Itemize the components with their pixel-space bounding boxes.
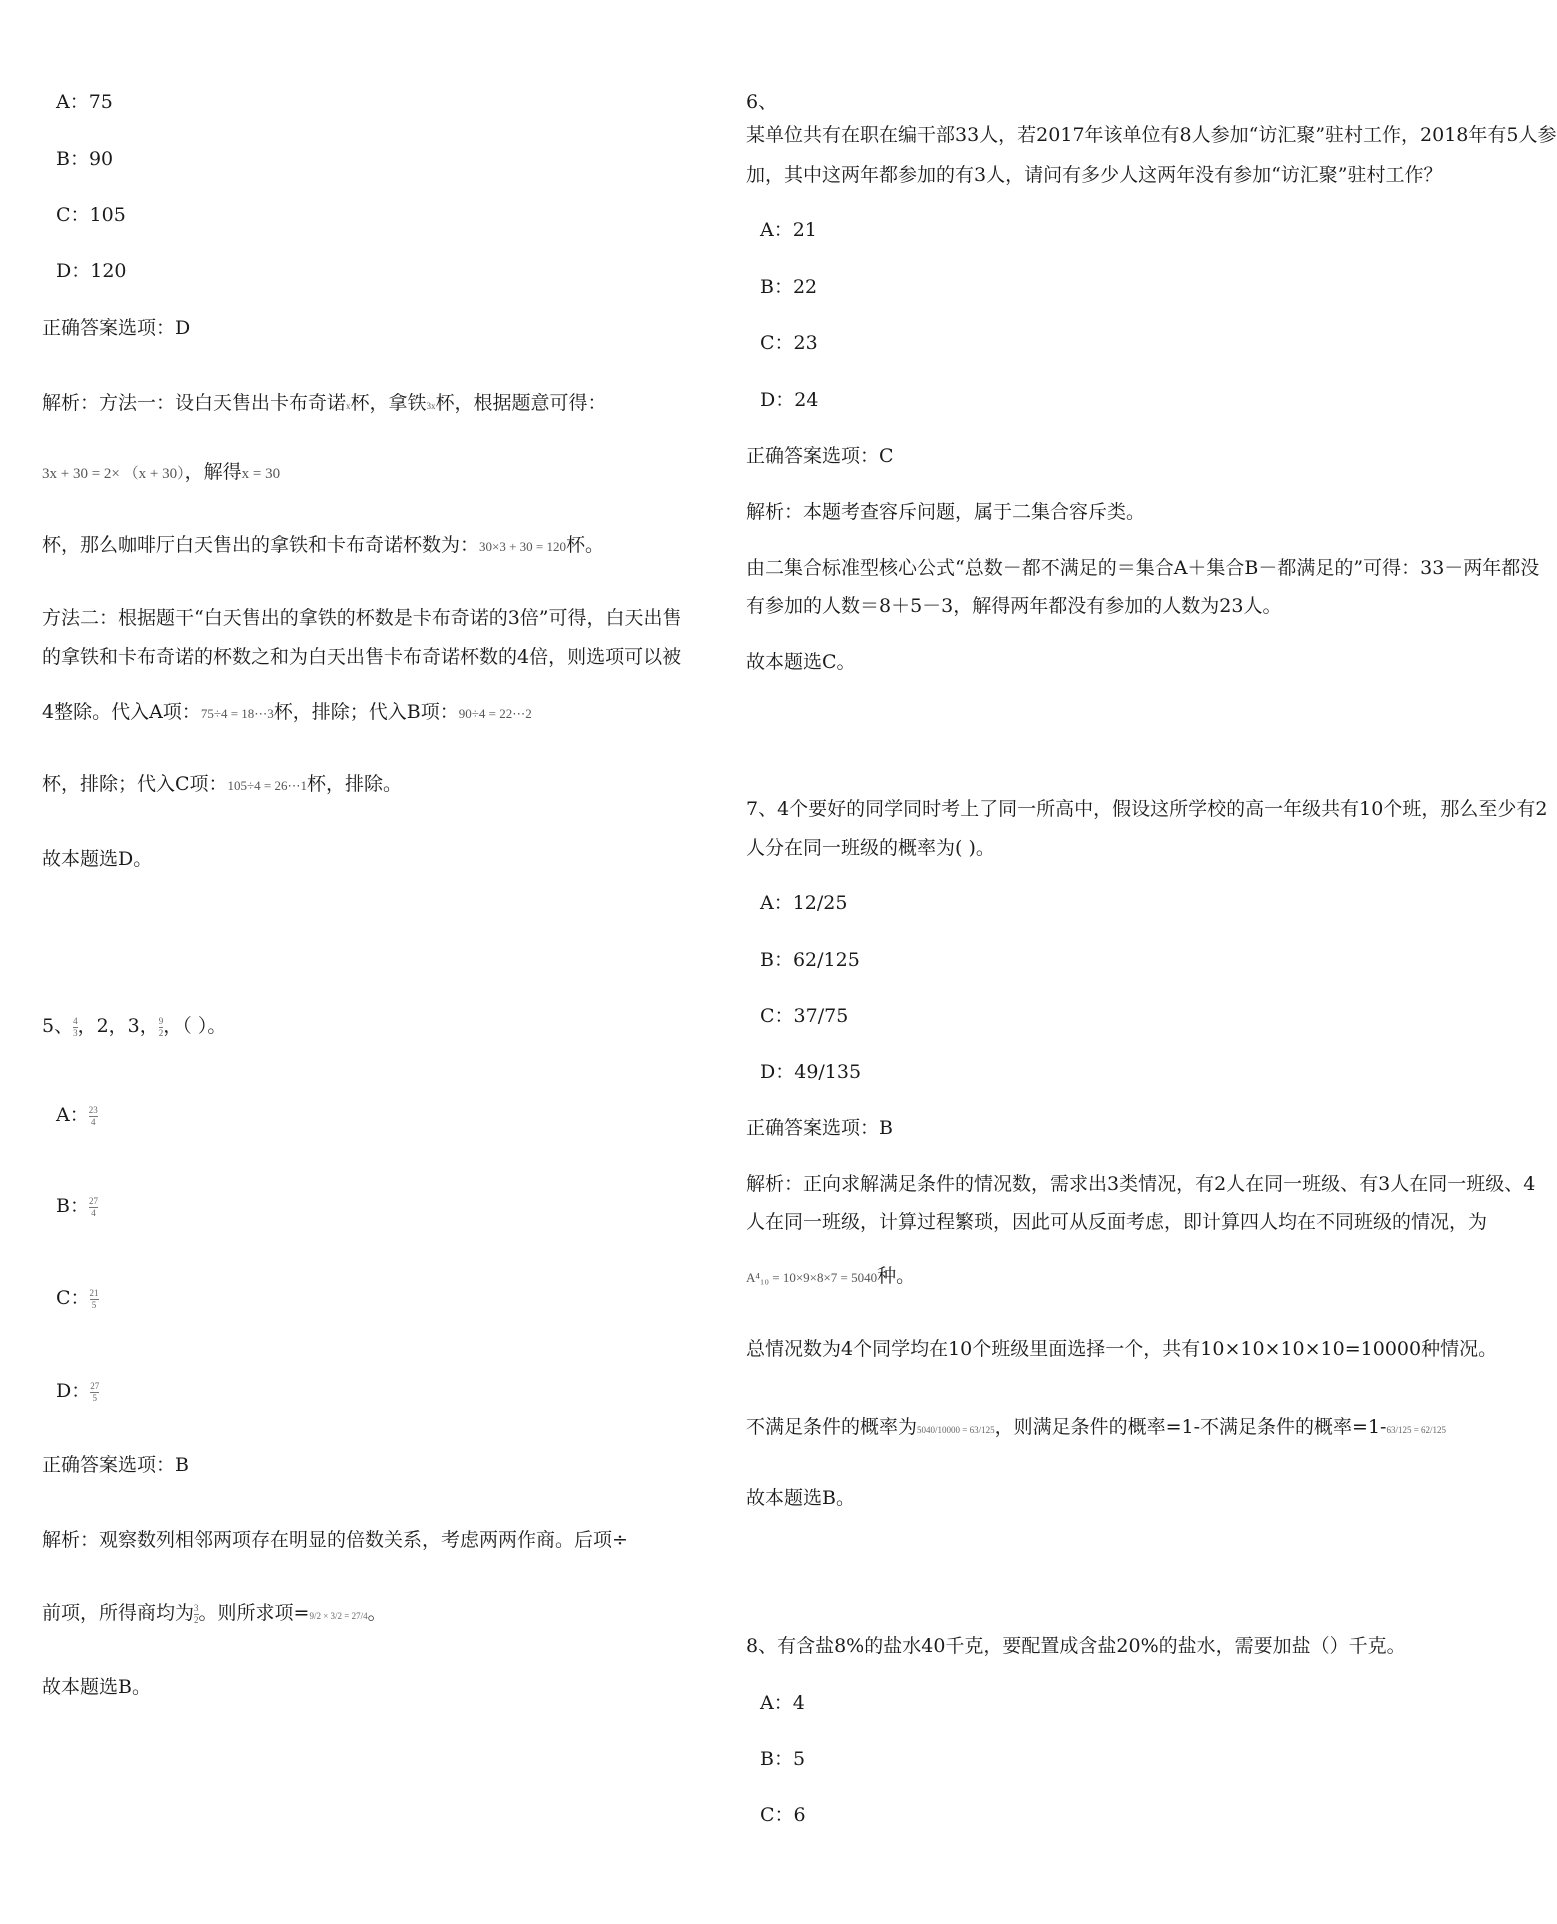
q4-analysis-text: 杯，拿铁 <box>350 392 427 414</box>
math-fraction: $\frac{4}{3}$ <box>73 1015 78 1038</box>
q7-answer: 正确答案选项：B <box>746 1117 893 1139</box>
q7-option-b: B：62/125 <box>760 949 860 971</box>
q8-option-a: A：4 <box>760 1692 805 1714</box>
q4-analysis-line2 <box>42 460 280 486</box>
math-var: x <box>346 401 351 411</box>
q4-analysis-text: 杯，根据题意可得： <box>435 392 607 414</box>
math-equation: A⁴₁₀ = 10×9×8×7 = 5040 <box>746 1270 878 1285</box>
q4-method2-line1: 方法二：根据题干“白天售出的拿铁的杯数是卡布奇诺的3倍”可得，白天出售 <box>42 607 682 629</box>
q5-option-c: C： $\frac{21}{5}$ <box>56 1287 99 1310</box>
q4-option-a: A：75 <box>56 91 113 113</box>
math-equation: 90÷4 = 22⋯2 <box>458 706 532 721</box>
q7-analysis-line4: 总情况数为4个同学均在10个班级里面选择一个，共有10×10×10×10=10000种情况。 <box>746 1338 1498 1360</box>
q7-analysis-line1: 解析：正向求解满足条件的情况数，需求出3类情况，有2人在同一班级、有3人在同一班级、4 <box>746 1173 1536 1195</box>
math-equation: 5040/10000 = 63/125 <box>917 1425 995 1435</box>
q7-analysis-text: 不满足条件的概率为 <box>746 1416 918 1438</box>
math-fraction: $\frac{27}{5}$ <box>90 1380 100 1403</box>
q8-option-c: C：6 <box>760 1804 806 1826</box>
math-fraction: $\frac{27}{4}$ <box>88 1195 98 1218</box>
q7-analysis-text: ，则满足条件的概率=1-不满足条件的概率=1- <box>994 1416 1387 1438</box>
q4-option-b: B：90 <box>56 148 114 170</box>
q7-analysis-text: 种。 <box>877 1265 916 1287</box>
q6-number: 6、 <box>746 91 778 113</box>
q8-stem: 8、有含盐8%的盐水40千克，要配置成含盐20%的盐水，需要加盐（）千克。 <box>746 1635 1406 1657</box>
q5-analysis-text: 前项，所得商均为 <box>42 1602 195 1624</box>
math-fraction: $\frac{21}{5}$ <box>89 1287 99 1310</box>
q6-option-d: D：24 <box>760 389 819 411</box>
q4-method2-line3 <box>42 700 532 726</box>
q5-conclusion: 故本题选B。 <box>42 1676 151 1698</box>
q6-analysis-line3: 有参加的人数＝8＋5－3，解得两年都没有参加的人数为23人。 <box>746 595 1282 617</box>
q4-analysis-line3 <box>42 533 604 559</box>
math-equation: 3x + 30 = 2× （x + 30） <box>42 466 185 482</box>
q4-conclusion: 故本题选D。 <box>42 848 153 870</box>
q4-analysis-text: 解析：方法一：设白天售出卡布奇诺 <box>42 392 347 414</box>
q5-analysis-line2 <box>42 1598 387 1631</box>
math-equation: 105÷4 = 26⋯1 <box>227 778 308 793</box>
q5-number: 5、 <box>42 1015 74 1037</box>
math-equation: 63/125 = 62/125 <box>1386 1425 1447 1435</box>
q7-option-d: D：49/135 <box>760 1061 862 1083</box>
q4-analysis-text: 4整除。代入A项： <box>42 701 201 723</box>
q6-stem-line2: 加，其中这两年都参加的有3人，请问有多少人这两年没有参加“访汇聚”驻村工作？ <box>746 164 1443 186</box>
q5-stem-text: ，2，3， <box>77 1015 159 1037</box>
q7-stem-line1: 7、4个要好的同学同时考上了同一所高中，假设这所学校的高一年级共有10个班，那么至少有2 <box>746 798 1548 820</box>
q5-analysis-line1: 解析：观察数列相邻两项存在明显的倍数关系，考虑两两作商。后项÷ <box>42 1529 628 1551</box>
q4-analysis-line1 <box>42 391 607 418</box>
math-fraction: $\frac{23}{4}$ <box>88 1104 98 1127</box>
q6-option-c: C：23 <box>760 332 818 354</box>
math-fraction: $\frac{9}{2}$ <box>158 1015 164 1038</box>
q7-analysis-line5 <box>746 1412 1446 1445</box>
q5-option-b: B： $\frac{27}{4}$ <box>56 1195 98 1218</box>
q4-analysis-text: ，解得 <box>184 461 242 483</box>
q8-option-b: B：5 <box>760 1748 806 1770</box>
q5-analysis-text: 。则所求项= <box>198 1602 310 1624</box>
math-fraction: $\frac{3}{2}$ <box>194 1602 199 1625</box>
q4-option-d: D：120 <box>56 260 127 282</box>
q6-answer: 正确答案选项：C <box>746 445 894 467</box>
q4-analysis-text: 杯，排除；代入C项： <box>42 773 228 795</box>
q5-option-a: A： $\frac{23}{4}$ <box>56 1104 98 1127</box>
math-equation: 75÷4 = 18⋯3 <box>200 706 274 721</box>
q4-analysis-text: 杯，那么咖啡厅白天售出的拿铁和卡布奇诺杯数为： <box>42 534 480 556</box>
q5-analysis-text: 。 <box>367 1602 387 1624</box>
q6-stem-line1: 某单位共有在职在编干部33人，若2017年该单位有8人参加“访汇聚”驻村工作，2018年有5人参 <box>746 124 1557 146</box>
q4-answer: 正确答案选项：D <box>42 317 191 339</box>
q4-option-c: C：105 <box>56 204 126 226</box>
math-equation: 30×3 + 30 = 120 <box>479 539 567 554</box>
q7-conclusion: 故本题选B。 <box>746 1487 855 1509</box>
q6-option-b: B：22 <box>760 276 818 298</box>
q7-stem-line2: 人分在同一班级的概率为( )。 <box>746 837 995 859</box>
q6-analysis-line1: 解析：本题考查容斥问题，属于二集合容斥类。 <box>746 501 1146 523</box>
math-equation: x = 30 <box>241 466 281 482</box>
q6-analysis-line2: 由二集合标准型核心公式“总数－都不满足的＝集合A＋集合B－都满足的”可得：33－两年都没 <box>746 557 1540 579</box>
math-equation: 9/2 × 3/2 = 27/4 <box>309 1611 368 1621</box>
q5-stem-text: ，（ ）。 <box>163 1015 227 1037</box>
q7-option-a: A：12/25 <box>760 892 848 914</box>
q4-method2-line2: 的拿铁和卡布奇诺的杯数之和为白天出售卡布奇诺杯数的4倍，则选项可以被 <box>42 646 682 668</box>
q5-option-d: D： $\frac{27}{5}$ <box>56 1380 100 1403</box>
q5-stem <box>42 1011 226 1041</box>
q4-analysis-text: 杯，排除；代入B项： <box>273 701 459 723</box>
q6-option-a: A：21 <box>760 219 817 241</box>
q7-analysis-line2: 人在同一班级，计算过程繁琐，因此可从反面考虑，即计算四人均在不同班级的情况，为 <box>746 1211 1488 1233</box>
q4-analysis-text: 杯。 <box>566 534 605 556</box>
q5-answer: 正确答案选项：B <box>42 1454 189 1476</box>
q4-analysis-text: 杯，排除。 <box>307 773 403 795</box>
math-var: 3x <box>426 401 436 411</box>
q7-analysis-line3 <box>746 1264 915 1290</box>
q6-conclusion: 故本题选C。 <box>746 651 856 673</box>
q4-method2-line4 <box>42 772 402 798</box>
q7-option-c: C：37/75 <box>760 1005 849 1027</box>
